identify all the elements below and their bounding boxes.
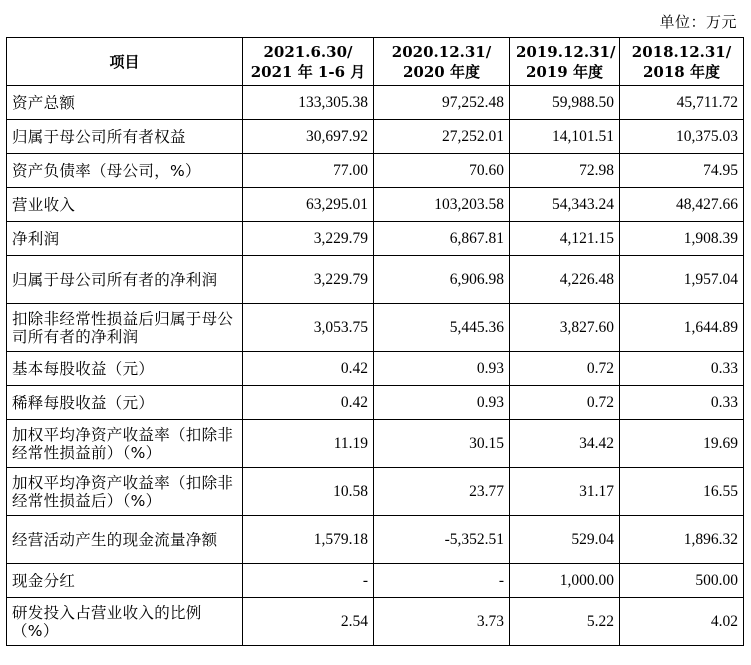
cell-value: 11.19 bbox=[243, 420, 374, 468]
table-row bbox=[7, 564, 744, 598]
cell-value: 70.60 bbox=[374, 154, 510, 188]
cell-value: 0.42 bbox=[243, 352, 374, 386]
cell-value: - bbox=[374, 564, 510, 598]
cell-value: 1,957.04 bbox=[620, 256, 744, 304]
cell-value: 74.95 bbox=[620, 154, 744, 188]
cell-value: 3,229.79 bbox=[243, 256, 374, 304]
cell-value: 63,295.01 bbox=[243, 188, 374, 222]
cell-value: 1,579.18 bbox=[243, 516, 374, 564]
cell-value: 3.73 bbox=[374, 598, 510, 646]
cell-value: 27,252.01 bbox=[374, 120, 510, 154]
header-col-2018: 2018.12.31/ 2018 年度 bbox=[620, 38, 744, 86]
cell-value: 23.77 bbox=[374, 468, 510, 516]
cell-value: 529.04 bbox=[510, 516, 620, 564]
cell-value: 45,711.72 bbox=[620, 86, 744, 120]
cell-value: 14,101.51 bbox=[510, 120, 620, 154]
row-label: 加权平均净资产收益率（扣除非经常性损益前）（%） bbox=[7, 420, 243, 468]
cell-value: 3,827.60 bbox=[510, 304, 620, 352]
cell-value: 0.72 bbox=[510, 386, 620, 420]
table-header-row bbox=[7, 38, 744, 86]
table-row bbox=[7, 598, 744, 646]
cell-value: 4,121.15 bbox=[510, 222, 620, 256]
cell-value: 5.22 bbox=[510, 598, 620, 646]
cell-value: -5,352.51 bbox=[374, 516, 510, 564]
cell-value: 2.54 bbox=[243, 598, 374, 646]
table-row bbox=[7, 304, 744, 352]
cell-value: 10.58 bbox=[243, 468, 374, 516]
table-row bbox=[7, 120, 744, 154]
header-col-2021h1: 2021.6.30/ 2021 年 1-6 月 bbox=[243, 38, 374, 86]
cell-value: 97,252.48 bbox=[374, 86, 510, 120]
cell-value: 0.93 bbox=[374, 386, 510, 420]
cell-value: 0.93 bbox=[374, 352, 510, 386]
row-label: 加权平均净资产收益率（扣除非经常性损益后）（%） bbox=[7, 468, 243, 516]
header-col-2019: 2019.12.31/ 2019 年度 bbox=[510, 38, 620, 86]
row-label: 营业收入 bbox=[7, 188, 243, 222]
cell-value: 54,343.24 bbox=[510, 188, 620, 222]
table-row bbox=[7, 222, 744, 256]
cell-value: 1,908.39 bbox=[620, 222, 744, 256]
table-row bbox=[7, 352, 744, 386]
header-item: 项目 bbox=[7, 38, 243, 86]
financial-data-table bbox=[6, 37, 744, 646]
cell-value: 1,896.32 bbox=[620, 516, 744, 564]
cell-value: 1,000.00 bbox=[510, 564, 620, 598]
cell-value: 0.33 bbox=[620, 352, 744, 386]
table-row bbox=[7, 420, 744, 468]
row-label: 资产总额 bbox=[7, 86, 243, 120]
cell-value: 19.69 bbox=[620, 420, 744, 468]
row-label: 归属于母公司所有者的净利润 bbox=[7, 256, 243, 304]
cell-value: 48,427.66 bbox=[620, 188, 744, 222]
row-label: 基本每股收益（元） bbox=[7, 352, 243, 386]
cell-value: 0.72 bbox=[510, 352, 620, 386]
table-row bbox=[7, 256, 744, 304]
cell-value: 3,053.75 bbox=[243, 304, 374, 352]
cell-value: 4.02 bbox=[620, 598, 744, 646]
table-row bbox=[7, 86, 744, 120]
cell-value: 103,203.58 bbox=[374, 188, 510, 222]
cell-value: 133,305.38 bbox=[243, 86, 374, 120]
cell-value: 6,906.98 bbox=[374, 256, 510, 304]
cell-value: 3,229.79 bbox=[243, 222, 374, 256]
table-row bbox=[7, 386, 744, 420]
row-label: 现金分红 bbox=[7, 564, 243, 598]
row-label: 资产负债率（母公司，%） bbox=[7, 154, 243, 188]
cell-value: 10,375.03 bbox=[620, 120, 744, 154]
cell-value: - bbox=[243, 564, 374, 598]
header-col-2020: 2020.12.31/ 2020 年度 bbox=[374, 38, 510, 86]
cell-value: 16.55 bbox=[620, 468, 744, 516]
table-row bbox=[7, 516, 744, 564]
cell-value: 500.00 bbox=[620, 564, 744, 598]
row-label: 净利润 bbox=[7, 222, 243, 256]
cell-value: 0.33 bbox=[620, 386, 744, 420]
cell-value: 59,988.50 bbox=[510, 86, 620, 120]
cell-value: 4,226.48 bbox=[510, 256, 620, 304]
cell-value: 77.00 bbox=[243, 154, 374, 188]
cell-value: 30.15 bbox=[374, 420, 510, 468]
table-row bbox=[7, 154, 744, 188]
row-label: 归属于母公司所有者权益 bbox=[7, 120, 243, 154]
row-label: 经营活动产生的现金流量净额 bbox=[7, 516, 243, 564]
cell-value: 0.42 bbox=[243, 386, 374, 420]
cell-value: 31.17 bbox=[510, 468, 620, 516]
row-label: 稀释每股收益（元） bbox=[7, 386, 243, 420]
cell-value: 72.98 bbox=[510, 154, 620, 188]
unit-label: 单位：万元 bbox=[659, 13, 737, 31]
cell-value: 6,867.81 bbox=[374, 222, 510, 256]
cell-value: 1,644.89 bbox=[620, 304, 744, 352]
row-label: 研发投入占营业收入的比例（%） bbox=[7, 598, 243, 646]
row-label: 扣除非经常性损益后归属于母公司所有者的净利润 bbox=[7, 304, 243, 352]
cell-value: 34.42 bbox=[510, 420, 620, 468]
cell-value: 5,445.36 bbox=[374, 304, 510, 352]
table-row bbox=[7, 188, 744, 222]
cell-value: 30,697.92 bbox=[243, 120, 374, 154]
table-row bbox=[7, 468, 744, 516]
